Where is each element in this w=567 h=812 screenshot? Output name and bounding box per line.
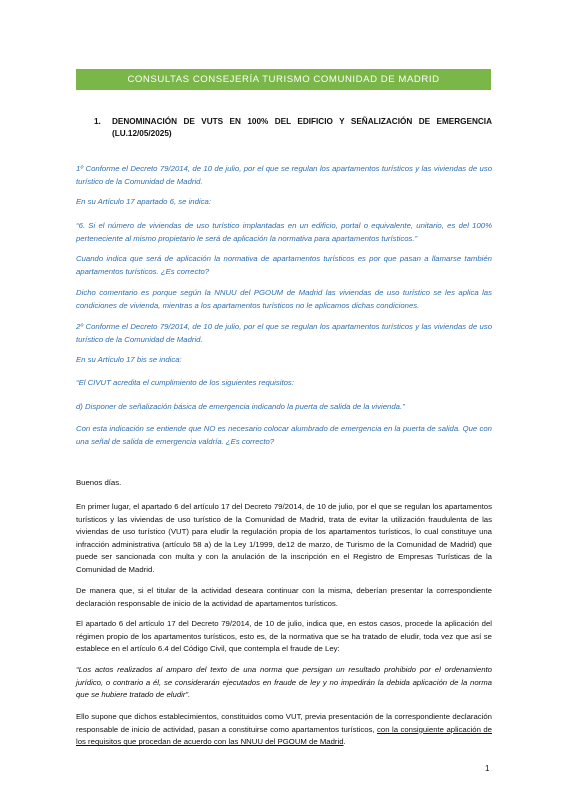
section-heading — [94, 116, 492, 140]
question-paragraph: En su Artículo 17 apartado 6, se indica: — [76, 197, 211, 206]
question-paragraph: 2º Conforme el Decreto 79/2014, de 10 de julio, por el que se regulan los apartamentos turísticos y las viviendas de uso turístico de la Comunidad de Madrid. — [76, 322, 492, 344]
question-paragraph: “6. Si el número de viviendas de uso turístico implantadas en un edificio, portal o equivalente, unitario, es del 100% perteneciente al mismo propietario le será de aplicación la normativa para apartamentos turísticos.” — [76, 221, 492, 243]
page-banner: CONSULTAS CONSEJERÍA TURISMO COMUNIDAD DE MADRID — [76, 69, 491, 90]
page-number: 1 — [485, 764, 490, 773]
law-quote: “Los actos realizados al amparo del texto de una norma que persigan un resultado prohibido por el ordenamiento jurídico, o contrario a él, se considerarán ejecutados en fraude de ley y no impedirán la debida aplicación de la norma que se hubiere tratado de eludir”. — [76, 665, 492, 700]
heading-text: DENOMINACIÓN DE VUTS EN 100% DEL EDIFICIO Y SEÑALIZACIÓN DE EMERGENCIA (LU.12/05/2025) — [112, 117, 492, 138]
answer-text: . — [343, 737, 346, 747]
answer-paragraph — [76, 711, 492, 749]
question-paragraph: Dicho comentario es porque según la NNUU del PGOUM de Madrid las viviendas de uso turístico se les aplica las condiciones de vivienda, mientras a los apartamentos turísticos no le aplicamos dichas condiciones. — [76, 288, 492, 310]
answer-paragraph: El apartado 6 del artículo 17 del Decreto 79/2014, de 10 de julio, indica que, en estos casos, procede la aplicación del régimen propio de los apartamentos turísticos, esto es, de la normativa que se ha tratado de eludir, toda vez que así se establece en el artículo 6.4 del Código Civil, que contempla el fraude de Ley: — [76, 619, 492, 654]
question-paragraph: Con esta indicación se entiende que NO es necesario colocar alumbrado de emergencia en la puerta de salida. Que con una señal de salida de emergencia valdría. ¿Es correcto? — [76, 424, 492, 446]
question-paragraph: “El CIVUT acredita el cumplimiento de los siguientes requisitos: — [76, 378, 294, 387]
underlined-text: con la consiguiente aplicación de los requisitos que procedan de acuerdo con las NNUU del PGOUM de Madrid — [76, 724, 492, 747]
answer-text: Ello supone que dichos establecimientos, constituidos como VUT, previa presentación de la correspondiente declaración responsable de inicio de actividad, pasan a constituirse como apartamentos turísticos, — [76, 712, 492, 734]
heading-number: 1. — [94, 117, 101, 126]
question-paragraph: En su Artículo 17 bis se indica: — [76, 355, 182, 364]
question-paragraph: 1º Conforme el Decreto 79/2014, de 10 de julio, por el que se regulan los apartamentos turísticos y las viviendas de uso turístico de la Comunidad de Madrid. — [76, 164, 492, 186]
question-paragraph: Cuando indica que será de aplicación la normativa de apartamentos turísticos es por que pasan a llamarse también apartamentos turísticos. ¿Es correcto? — [76, 254, 492, 276]
answer-paragraph: De manera que, si el titular de la actividad deseara continuar con la misma, deberían presentar la correspondiente declaración responsable de inicio de la actividad de apartamentos turísticos. — [76, 586, 492, 608]
answer-paragraph: En primer lugar, el apartado 6 del artículo 17 del Decreto 79/2014, de 10 de julio, por el que se regulan los apartamentos turísticos y las viviendas de uso turístico de la Comunidad de Madrid, trata de evitar la utilización fraudulenta de las viviendas de uso turístico (VUT) para eludir la regulación propia de los apartamentos turísticos, lo cual constituye una infracción administrativa (artículo 58 a) de la Ley 1/1999, de12 de marzo, de Turismo de la Comunidad de Madrid) que puede ser sancionada con multa y con la anulación de la inscripción en el Registro de Empresas Turísticas de la Comunidad de Madrid. — [76, 502, 492, 574]
answer-greeting: Buenos días. — [76, 478, 122, 487]
question-paragraph: d) Disponer de señalización básica de emergencia indicando la puerta de salida de la vivienda.” — [76, 402, 405, 411]
